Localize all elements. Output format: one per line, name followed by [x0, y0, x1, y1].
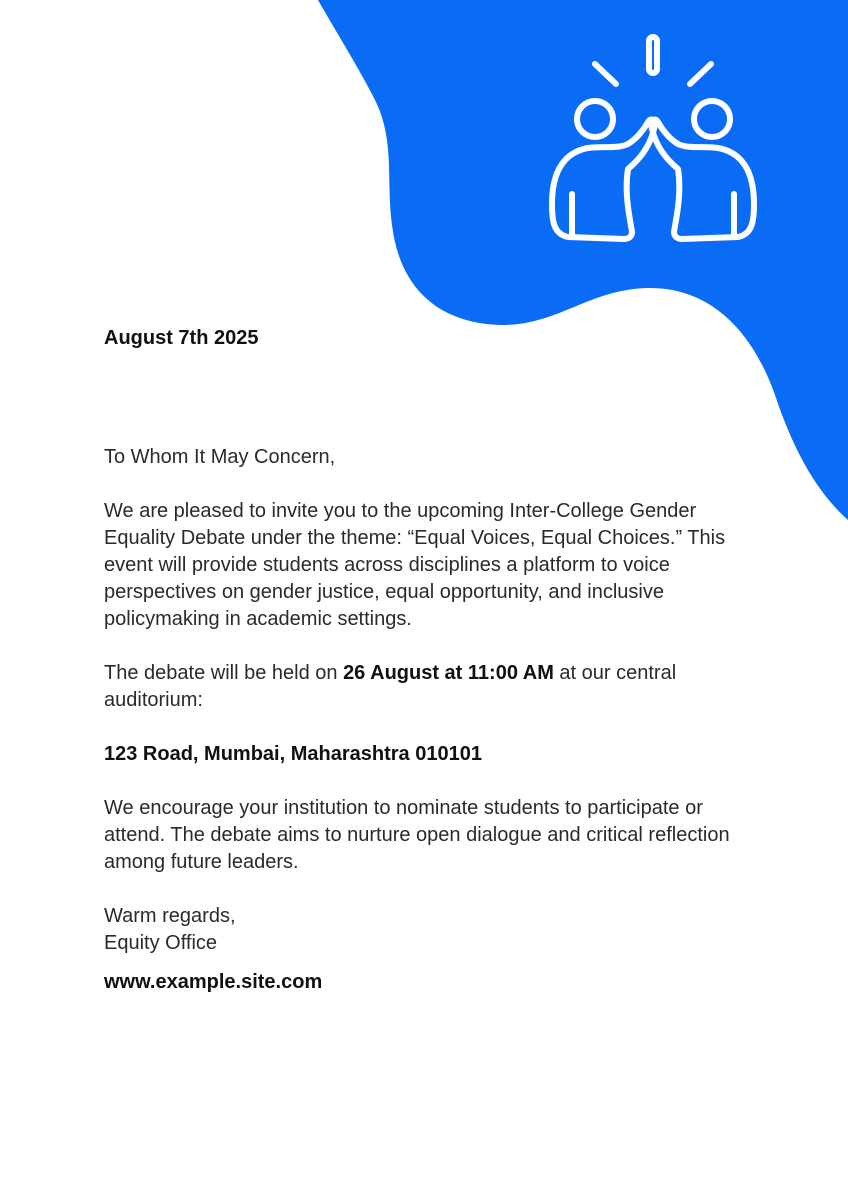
signature: Equity Office: [104, 932, 218, 954]
closing-block: [104, 903, 764, 957]
venue-address: 123 Road, Mumbai, Maharashtra 010101: [104, 743, 482, 765]
salutation: To Whom It May Concern,: [104, 446, 336, 468]
invitation-paragraph: We are pleased to invite you to the upcoming Inter-College Gender Equality Debate under the theme: “Equal Voices, Equal Choices.” This event will provide students across disciplines a platform to voice perspectives on gender justice, equal opportunity, and inclusive policymaking in academic settings.: [104, 500, 726, 630]
website-link[interactable]: www.example.site.com: [104, 971, 323, 993]
closing-line: Warm regards,: [104, 905, 236, 927]
event-datetime: 26 August at 11:00 AM: [343, 662, 554, 684]
event-details-paragraph: [104, 660, 764, 714]
high-five-icon: [548, 34, 758, 244]
event-details-text-start: The debate will be held on: [104, 662, 344, 684]
encouragement-paragraph: We encourage your institution to nominate students to participate or attend. The debate aims to nurture open dialogue and critical reflection among future leaders.: [104, 797, 730, 873]
letter-date: August 7th 2025: [104, 327, 259, 349]
event-details-text-end: at our central auditorium:: [104, 662, 677, 711]
letter-body: [104, 444, 764, 1023]
